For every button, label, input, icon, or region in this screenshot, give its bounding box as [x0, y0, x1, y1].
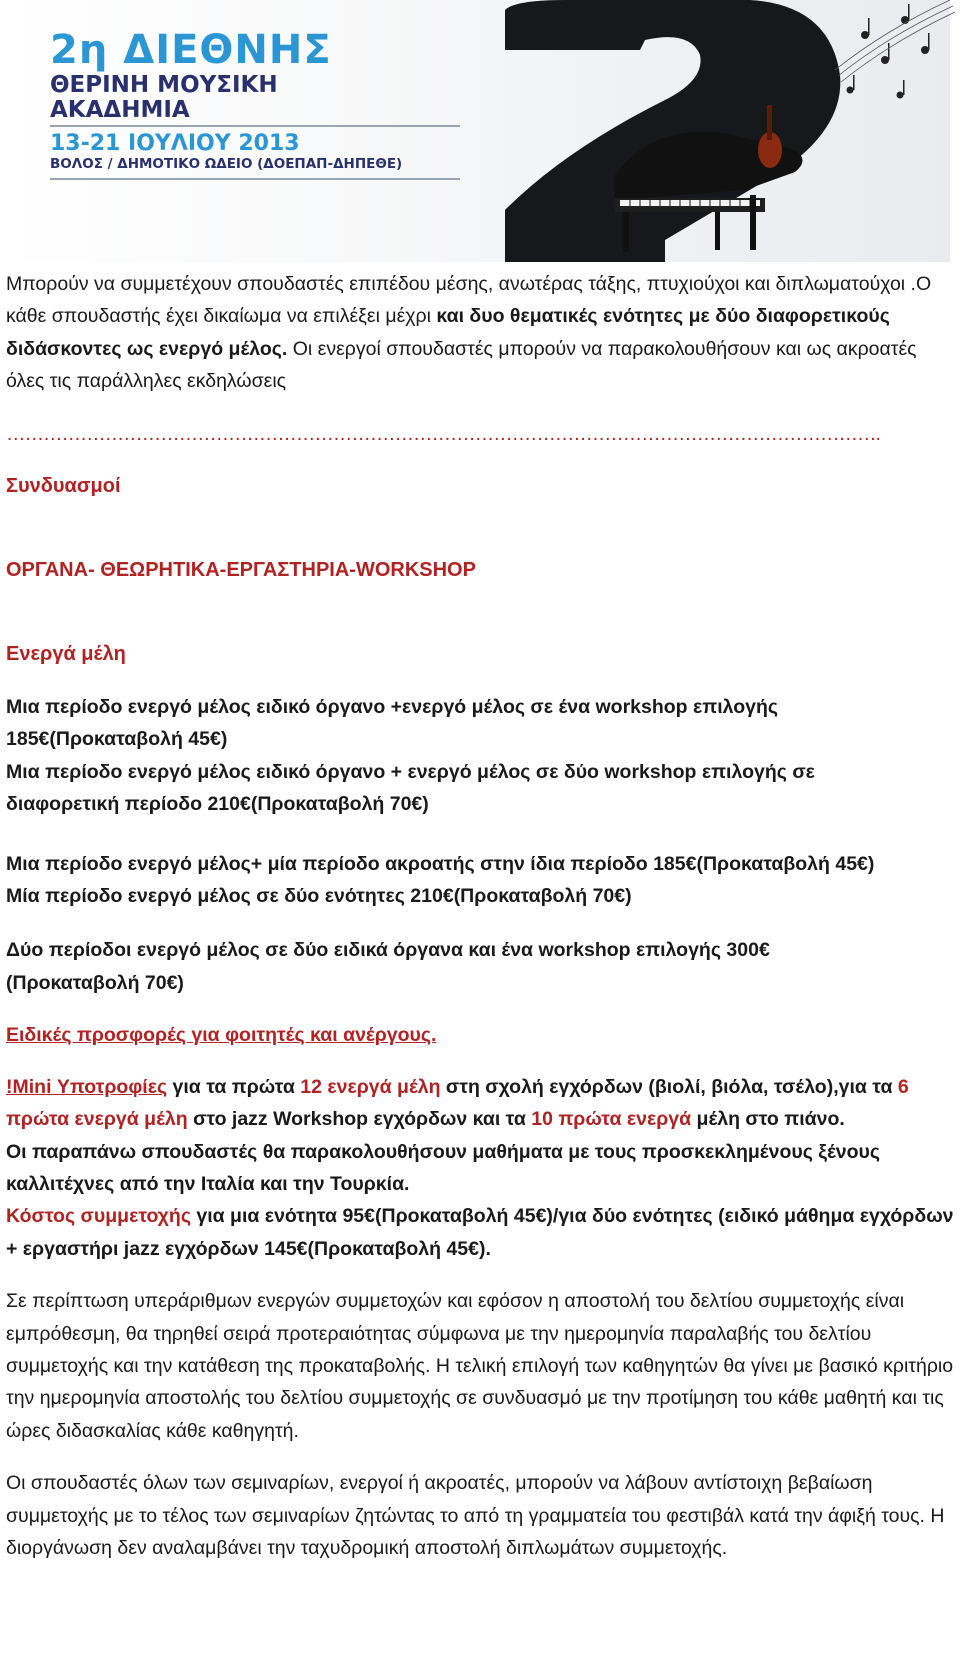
- offer-1-price: 185€(Προκαταβολή 45€): [6, 728, 228, 751]
- scholarship-text-2: στη σχολή εγχόρδων (βιολί, βιόλα, τσέλο),για τα: [440, 1075, 898, 1098]
- logo-title-line3: ΑΚΑΔΗΜΙΑ: [50, 97, 190, 123]
- music-notes-icon: [847, 4, 930, 99]
- heading-active-members: Ενεργά μέλη: [6, 643, 126, 666]
- academy-logo: [50, 24, 480, 172]
- logo-title-line1: 2η ΔΙΕΘΝΗΣ: [50, 27, 332, 73]
- offer-4: Μία περίοδο ενεργό μέλος σε δύο ενότητες 210€(Προκαταβολή 70€): [6, 885, 632, 908]
- offer-2: [6, 756, 956, 821]
- logo-dates: 13-21 ΙΟΥΛΙΟΥ 2013: [50, 131, 300, 156]
- priority-note: Σε περίπτωση υπεράριθμων ενεργών συμμετοχών και εφόσον η αποστολή του δελτίου συμμετοχής είναι εμπρόθεσμη, θα τηρηθεί σειρά προτεραιότητας σύμφωνα με την ημερομηνία παραλαβής του δελτίου συμμετοχής και την κατάθεση της προκαταβολής. Η τελική επιλογή των καθηγητών θα γίνει με βασικό κριτήριο την ημερομηνία αποστολής του δελτίου συμμετοχής σε συνδυασμό με την προτίμηση του κάθε μαθητή και τις ώρες διδασκαλίας κάθε καθηγητή.: [6, 1290, 954, 1442]
- offer-2-line1: Μια περίοδο ενεργό μέλος ειδικό όργανο + ενεργό μέλος σε δύο workshop επιλογής σε: [6, 760, 815, 783]
- scholarship-count-strings: 12 ενεργά μέλη: [300, 1075, 441, 1098]
- mini-scholarships-label: !Mini Υποτροφίες: [6, 1075, 168, 1098]
- offer-5-line1: Δύο περίοδοι ενεργό μέλος σε δύο ειδικά όργανα και ένα workshop επιλογής 300€: [6, 939, 770, 962]
- intro-paragraph: [6, 268, 956, 398]
- logo-venue: ΒΟΛΟΣ / ΔΗΜΟΤΙΚΟ ΩΔΕΙΟ (ΔΟΕΠΑΠ-ΔΗΠΕΘΕ): [50, 156, 403, 172]
- scholarship-text-3: στο jazz Workshop εγχόρδων και τα: [187, 1108, 532, 1131]
- scholarship-count-piano: 10 πρώτα ενεργά: [531, 1108, 692, 1131]
- cost-label: Κόστος συμμετοχής: [6, 1205, 191, 1228]
- header-banner: [0, 0, 960, 262]
- logo-divider: [50, 125, 460, 127]
- scholarship-text-4: μέλη στο πιάνο.: [691, 1108, 845, 1131]
- document-body: [6, 268, 956, 1564]
- cost-text: για μια ενότητα 95€(Προκαταβολή 45€)/για δύο ενότητες (ειδικό μάθημα εγχόρδων + εργαστήρι jazz εγχόρδων 145€(Προκαταβολή 45€).: [6, 1205, 954, 1260]
- certificate-note: Οι σπουδαστές όλων των σεμιναρίων, ενεργοί ή ακροατές, μπορούν να λάβουν αντίστοιχη βεβαίωση συμμετοχής με το τέλος των σεμιναρίων ζητώντας το από τη γραμματεία του φεστιβάλ κατά την άφιξή τους. Η διοργάνωση δεν αναλαμβάνει την ταχυδρομική αποστολή διπλωμάτων συμμετοχής.: [6, 1472, 945, 1559]
- guest-artists-text: Οι παραπάνω σπουδαστές θα παρακολουθήσουν μαθήματα με τους προσκεκλημένους ξένους καλλιτέχνες από την Ιταλία και την Τουρκία.: [6, 1140, 880, 1195]
- scholarship-text-1: για τα πρώτα: [167, 1075, 301, 1098]
- logo-title-line2: ΘΕΡΙΝΗ ΜΟΥΣΙΚΗ: [50, 72, 278, 98]
- heading-combinations: Συνδυασμοί: [6, 475, 121, 498]
- heading-categories: ΟΡΓΑΝΑ- ΘΕΩΡΗΤΙΚΑ-ΕΡΓΑΣΤΗΡΙΑ-WORKSHOP: [6, 559, 476, 582]
- special-offers-heading: Ειδικές προσφορές για φοιτητές και ανέργους.: [6, 1024, 437, 1047]
- scholarship-count-jazz: 6 πρώτα ενεργά μέλη: [6, 1075, 909, 1131]
- numeral-two-piano-illustration: [505, 0, 955, 262]
- intro-text-bold: και δυο θεματικές ενότητες με δύο διαφορετικούς διδάσκοντες ως ενεργό μέλος.: [6, 305, 890, 360]
- offer-5: [6, 934, 956, 999]
- intro-text-end: Οι ενεργοί σπουδαστές μπορούν να παρακολουθήσουν και ως ακροατές όλες τις παράλληλες εκδηλώσεις: [6, 337, 917, 393]
- dotted-divider: …………………………………………………………………………………………………………………………….: [6, 422, 880, 445]
- intro-text-start: Μπορούν να συμμετέχουν σπουδαστές επιπέδου μέσης, ανωτέρας τάξης, πτυχιούχοι και διπλωματούχοι .Ο κάθε σπουδαστής έχει δικαίωμα να επιλέξει μέχρι: [6, 273, 932, 328]
- scholarships-paragraph: [6, 1071, 956, 1265]
- offer-1-line1: Μια περίοδο ενεργό μέλος ειδικό όργανο +ενεργό μέλος σε ένα workshop επιλογής: [6, 696, 779, 719]
- numeral-two-shape: [505, 0, 840, 262]
- offer-3: Μια περίοδο ενεργό μέλος+ μία περίοδο ακροατής στην ίδια περίοδο 185€(Προκαταβολή 45€): [6, 852, 875, 875]
- offer-1: [6, 691, 956, 756]
- offer-2-price: διαφορετική περίοδο 210€(Προκαταβολή 70€): [6, 793, 429, 816]
- offer-5-price: (Προκαταβολή 70€): [6, 971, 184, 994]
- staff-lines: [835, 0, 955, 82]
- logo-divider-bottom: [50, 178, 460, 180]
